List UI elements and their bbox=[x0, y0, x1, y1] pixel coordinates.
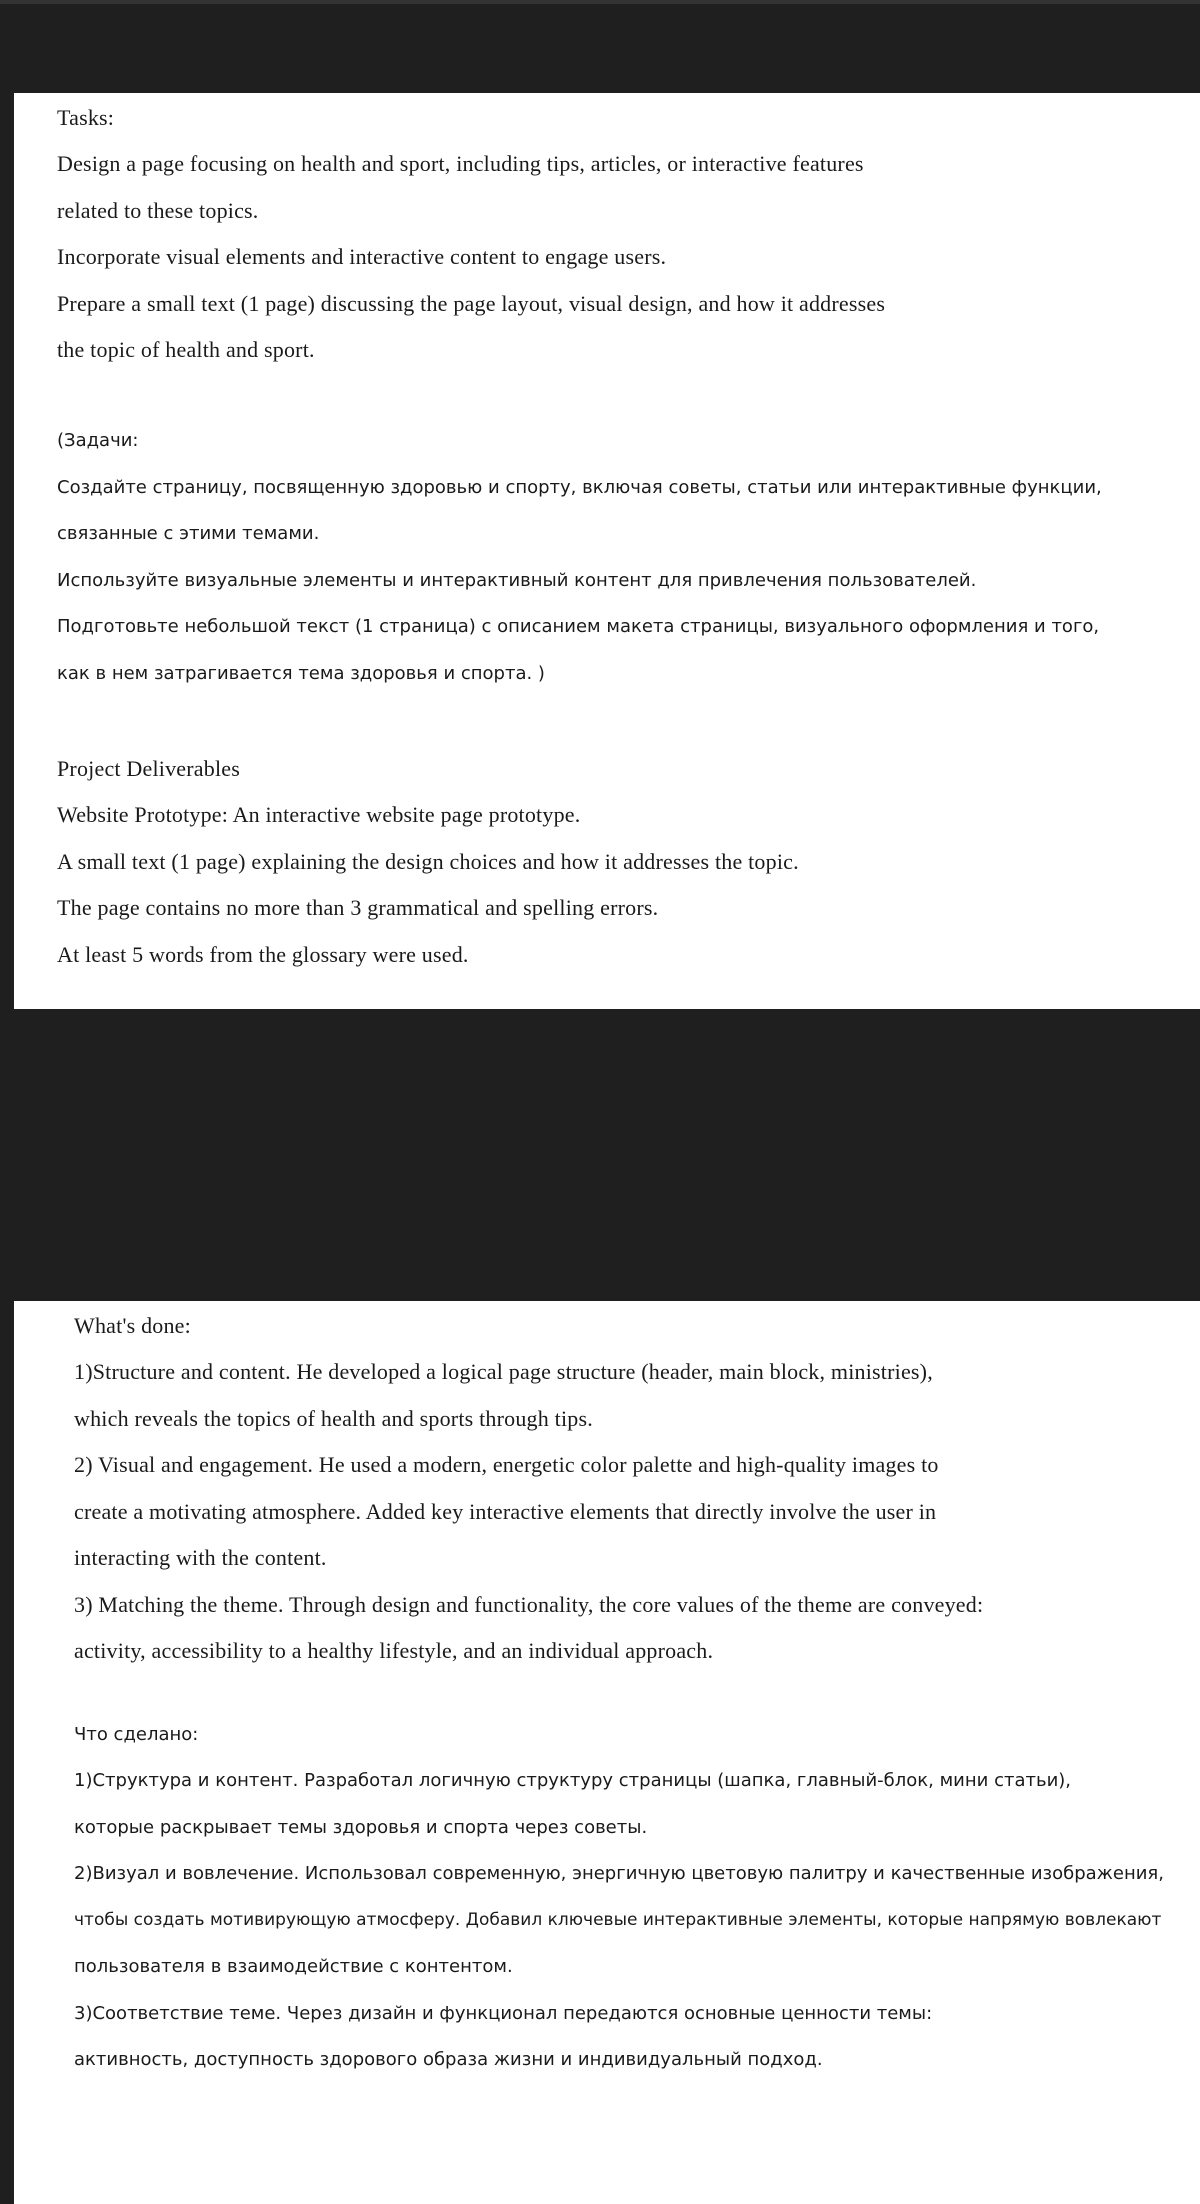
done-ru-line: 3)Соответствие теме. Через дизайн и функционал передаются основные ценности темы: bbox=[74, 2003, 933, 2024]
tasks-document-card bbox=[14, 93, 1200, 1009]
done-ru-heading: Что сделано: bbox=[74, 1724, 199, 1745]
tasks-ru-line: Подготовьте небольшой текст (1 страница) с описанием макета страницы, визуального оформления и того, bbox=[57, 616, 1100, 637]
window-top-edge bbox=[0, 0, 1200, 4]
deliverables-line: The page contains no more than 3 grammatical and spelling errors. bbox=[57, 895, 659, 920]
tasks-heading: Tasks: bbox=[57, 105, 115, 130]
done-line: 3) Matching the theme. Through design and functionality, the core values of the theme are conveyed: bbox=[74, 1592, 984, 1617]
done-line: create a motivating atmosphere. Added key interactive elements that directly involve the user in bbox=[74, 1499, 937, 1524]
tasks-ru-heading: (Задачи: bbox=[57, 430, 139, 451]
whats-done-document-card bbox=[14, 1301, 1200, 2204]
tasks-ru-line: Создайте страницу, посвященную здоровью и спорту, включая советы, статьи или интерактивные функции, bbox=[57, 477, 1102, 498]
tasks-ru-line: как в нем затрагивается тема здоровья и спорта. ) bbox=[57, 663, 545, 684]
done-line: which reveals the topics of health and sports through tips. bbox=[74, 1406, 593, 1431]
tasks-ru-line: Используйте визуальные элементы и интерактивный контент для привлечения пользователей. bbox=[57, 570, 977, 591]
done-line: activity, accessibility to a healthy lifestyle, and an individual approach. bbox=[74, 1638, 714, 1663]
done-line: interacting with the content. bbox=[74, 1545, 327, 1570]
tasks-line: Design a page focusing on health and sport, including tips, articles, or interactive features bbox=[57, 151, 864, 176]
tasks-line: related to these topics. bbox=[57, 198, 259, 223]
done-ru-line: активность, доступность здорового образа жизни и индивидуальный подход. bbox=[74, 2049, 823, 2070]
done-ru-line: 1)Структура и контент. Разработал логичную структуру страницы (шапка, главный-блок, мини статьи), bbox=[74, 1770, 1072, 1791]
done-line: 1)Structure and content. He developed a logical page structure (header, main block, ministries), bbox=[74, 1359, 933, 1384]
deliverables-line: Website Prototype: An interactive website page prototype. bbox=[57, 802, 581, 827]
done-ru-line: пользователя в взаимодействие с контентом. bbox=[74, 1956, 513, 1977]
deliverables-line: A small text (1 page) explaining the design choices and how it addresses the topic. bbox=[57, 849, 799, 874]
tasks-line: Incorporate visual elements and interactive content to engage users. bbox=[57, 244, 667, 269]
done-ru-line: чтобы создать мотивирующую атмосферу. Добавил ключевые интерактивные элементы, которые напрямую вовлекают bbox=[74, 1910, 1162, 1930]
done-ru-line: которые раскрывает темы здоровья и спорта через советы. bbox=[74, 1817, 648, 1838]
tasks-ru-line: связанные с этими темами. bbox=[57, 523, 320, 544]
done-ru-line: 2)Визуал и вовлечение. Использовал современную, энергичную цветовую палитру и качественные изображения, bbox=[74, 1863, 1164, 1884]
done-heading: What's done: bbox=[74, 1313, 191, 1338]
done-line: 2) Visual and engagement. He used a modern, energetic color palette and high-quality images to bbox=[74, 1452, 939, 1477]
deliverables-heading: Project Deliverables bbox=[57, 756, 240, 781]
tasks-line: the topic of health and sport. bbox=[57, 337, 315, 362]
tasks-line: Prepare a small text (1 page) discussing the page layout, visual design, and how it addresses bbox=[57, 291, 886, 316]
deliverables-line: At least 5 words from the glossary were used. bbox=[57, 942, 469, 967]
